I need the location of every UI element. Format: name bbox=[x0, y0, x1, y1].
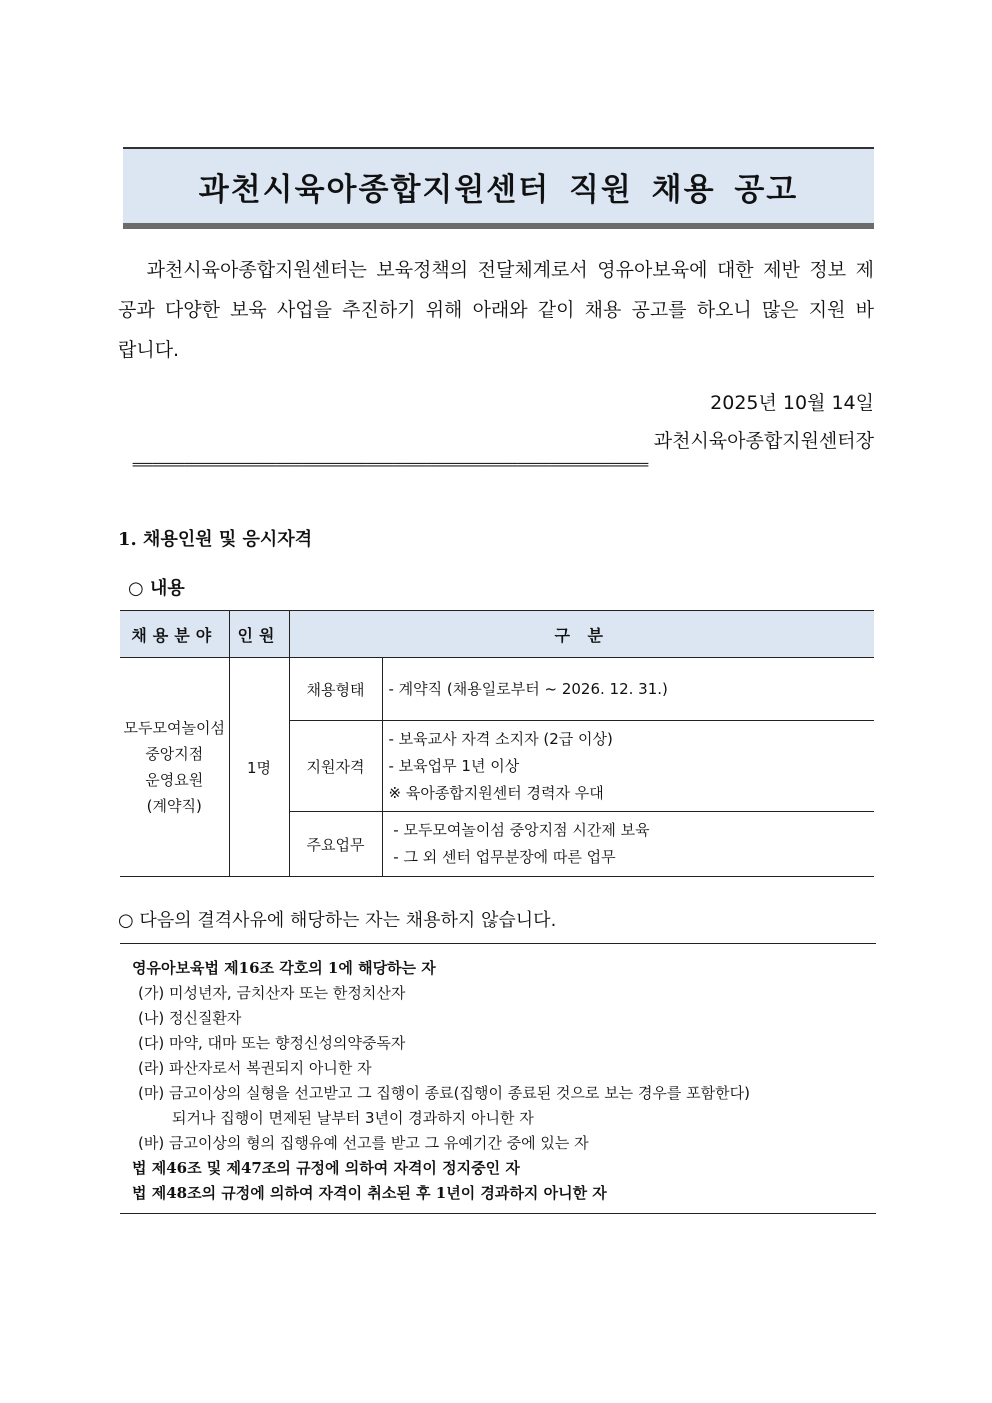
notice-heading: ○ 다음의 결격사유에 해당하는 자는 채용하지 않습니다. bbox=[118, 910, 557, 931]
page-title: 과천시육아종합지원센터 직원 채용 공고 bbox=[198, 171, 799, 208]
row-label: 지원자격 bbox=[289, 721, 382, 812]
desc-item: - 모두모여놀이섬 중앙지점 시간제 보육 bbox=[388, 821, 650, 839]
desc-item: - 계약직 (채용일로부터 ~ 2026. 12. 31.) bbox=[388, 679, 668, 698]
desc-item: - 보육업무 1년 이상 bbox=[388, 756, 520, 775]
table-row bbox=[120, 658, 874, 721]
header-field: 채용분야 bbox=[120, 611, 229, 658]
announcement-date: 2025년 10월 14일 bbox=[710, 392, 874, 414]
row-label: 주요업무 bbox=[289, 812, 382, 877]
desc-item: ※ 육아종합지원센터 경력자 우대 bbox=[388, 783, 604, 802]
field-line: 중앙지점 bbox=[145, 745, 204, 763]
list-item: (라) 파산자로서 복권되지 아니한 자 bbox=[138, 1059, 372, 1077]
field-cell bbox=[120, 658, 229, 877]
list-item: (나) 정신질환자 bbox=[138, 1009, 242, 1027]
desc-item: - 그 외 센터 업무분장에 따른 업무 bbox=[388, 848, 616, 866]
law-line: 법 제46조 및 제47조의 규정에 의하여 자격이 정지중인 자 bbox=[132, 1159, 520, 1177]
desc-item: - 보육교사 자격 소지자 (2급 이상) bbox=[388, 729, 613, 748]
list-item: (바) 금고이상의 형의 집행유예 선고를 받고 그 유예기간 중에 있는 자 bbox=[138, 1134, 589, 1152]
row-desc bbox=[382, 721, 874, 812]
row-label: 채용형태 bbox=[289, 658, 382, 721]
title-box bbox=[123, 147, 874, 229]
row-desc bbox=[382, 812, 874, 877]
field-line: 운영요원 bbox=[145, 771, 204, 789]
table-header-row bbox=[120, 611, 874, 658]
header-category: 구 분 bbox=[289, 611, 874, 658]
recruitment-table bbox=[120, 610, 874, 877]
intro-text: 과천시육아종합지원센터는 보육정책의 전달체계로서 영유아보육에 대한 제반 정보 제공과 다양한 보육 사업을 추진하기 위해 아래와 같이 채용 공고를 하오니 많은 지원 바랍니다. bbox=[118, 259, 874, 361]
law-line: 영유아보육법 제16조 각호의 1에 해당하는 자 bbox=[132, 959, 436, 977]
field-line: 모두모여놀이섬 bbox=[123, 719, 225, 737]
row-desc bbox=[382, 658, 874, 721]
field-line: (계약직) bbox=[146, 797, 202, 815]
list-item: (가) 미성년자, 금치산자 또는 한정치산자 bbox=[138, 984, 406, 1002]
section-subtitle: ○ 내용 bbox=[128, 578, 185, 599]
intro-paragraph bbox=[118, 250, 874, 370]
divider-line: =============================================================================== bbox=[132, 458, 648, 473]
section-title: 1. 채용인원 및 응시자격 bbox=[118, 529, 313, 550]
disqualification-box bbox=[120, 943, 876, 1214]
list-item: (다) 마약, 대마 또는 향정신성의약중독자 bbox=[138, 1034, 406, 1052]
issuer-name: 과천시육아종합지원센터장 bbox=[653, 430, 874, 452]
count-cell: 1명 bbox=[229, 658, 289, 877]
list-item: (마) 금고이상의 실형을 선고받고 그 집행이 종료(집행이 종료된 것으로 보는 경우를 포함한다) bbox=[138, 1084, 750, 1102]
list-item-continuation: 되거나 집행이 면제된 날부터 3년이 경과하지 아니한 자 bbox=[172, 1109, 534, 1127]
header-count: 인원 bbox=[229, 611, 289, 658]
law-line: 법 제48조의 규정에 의하여 자격이 취소된 후 1년이 경과하지 아니한 자 bbox=[132, 1184, 607, 1202]
